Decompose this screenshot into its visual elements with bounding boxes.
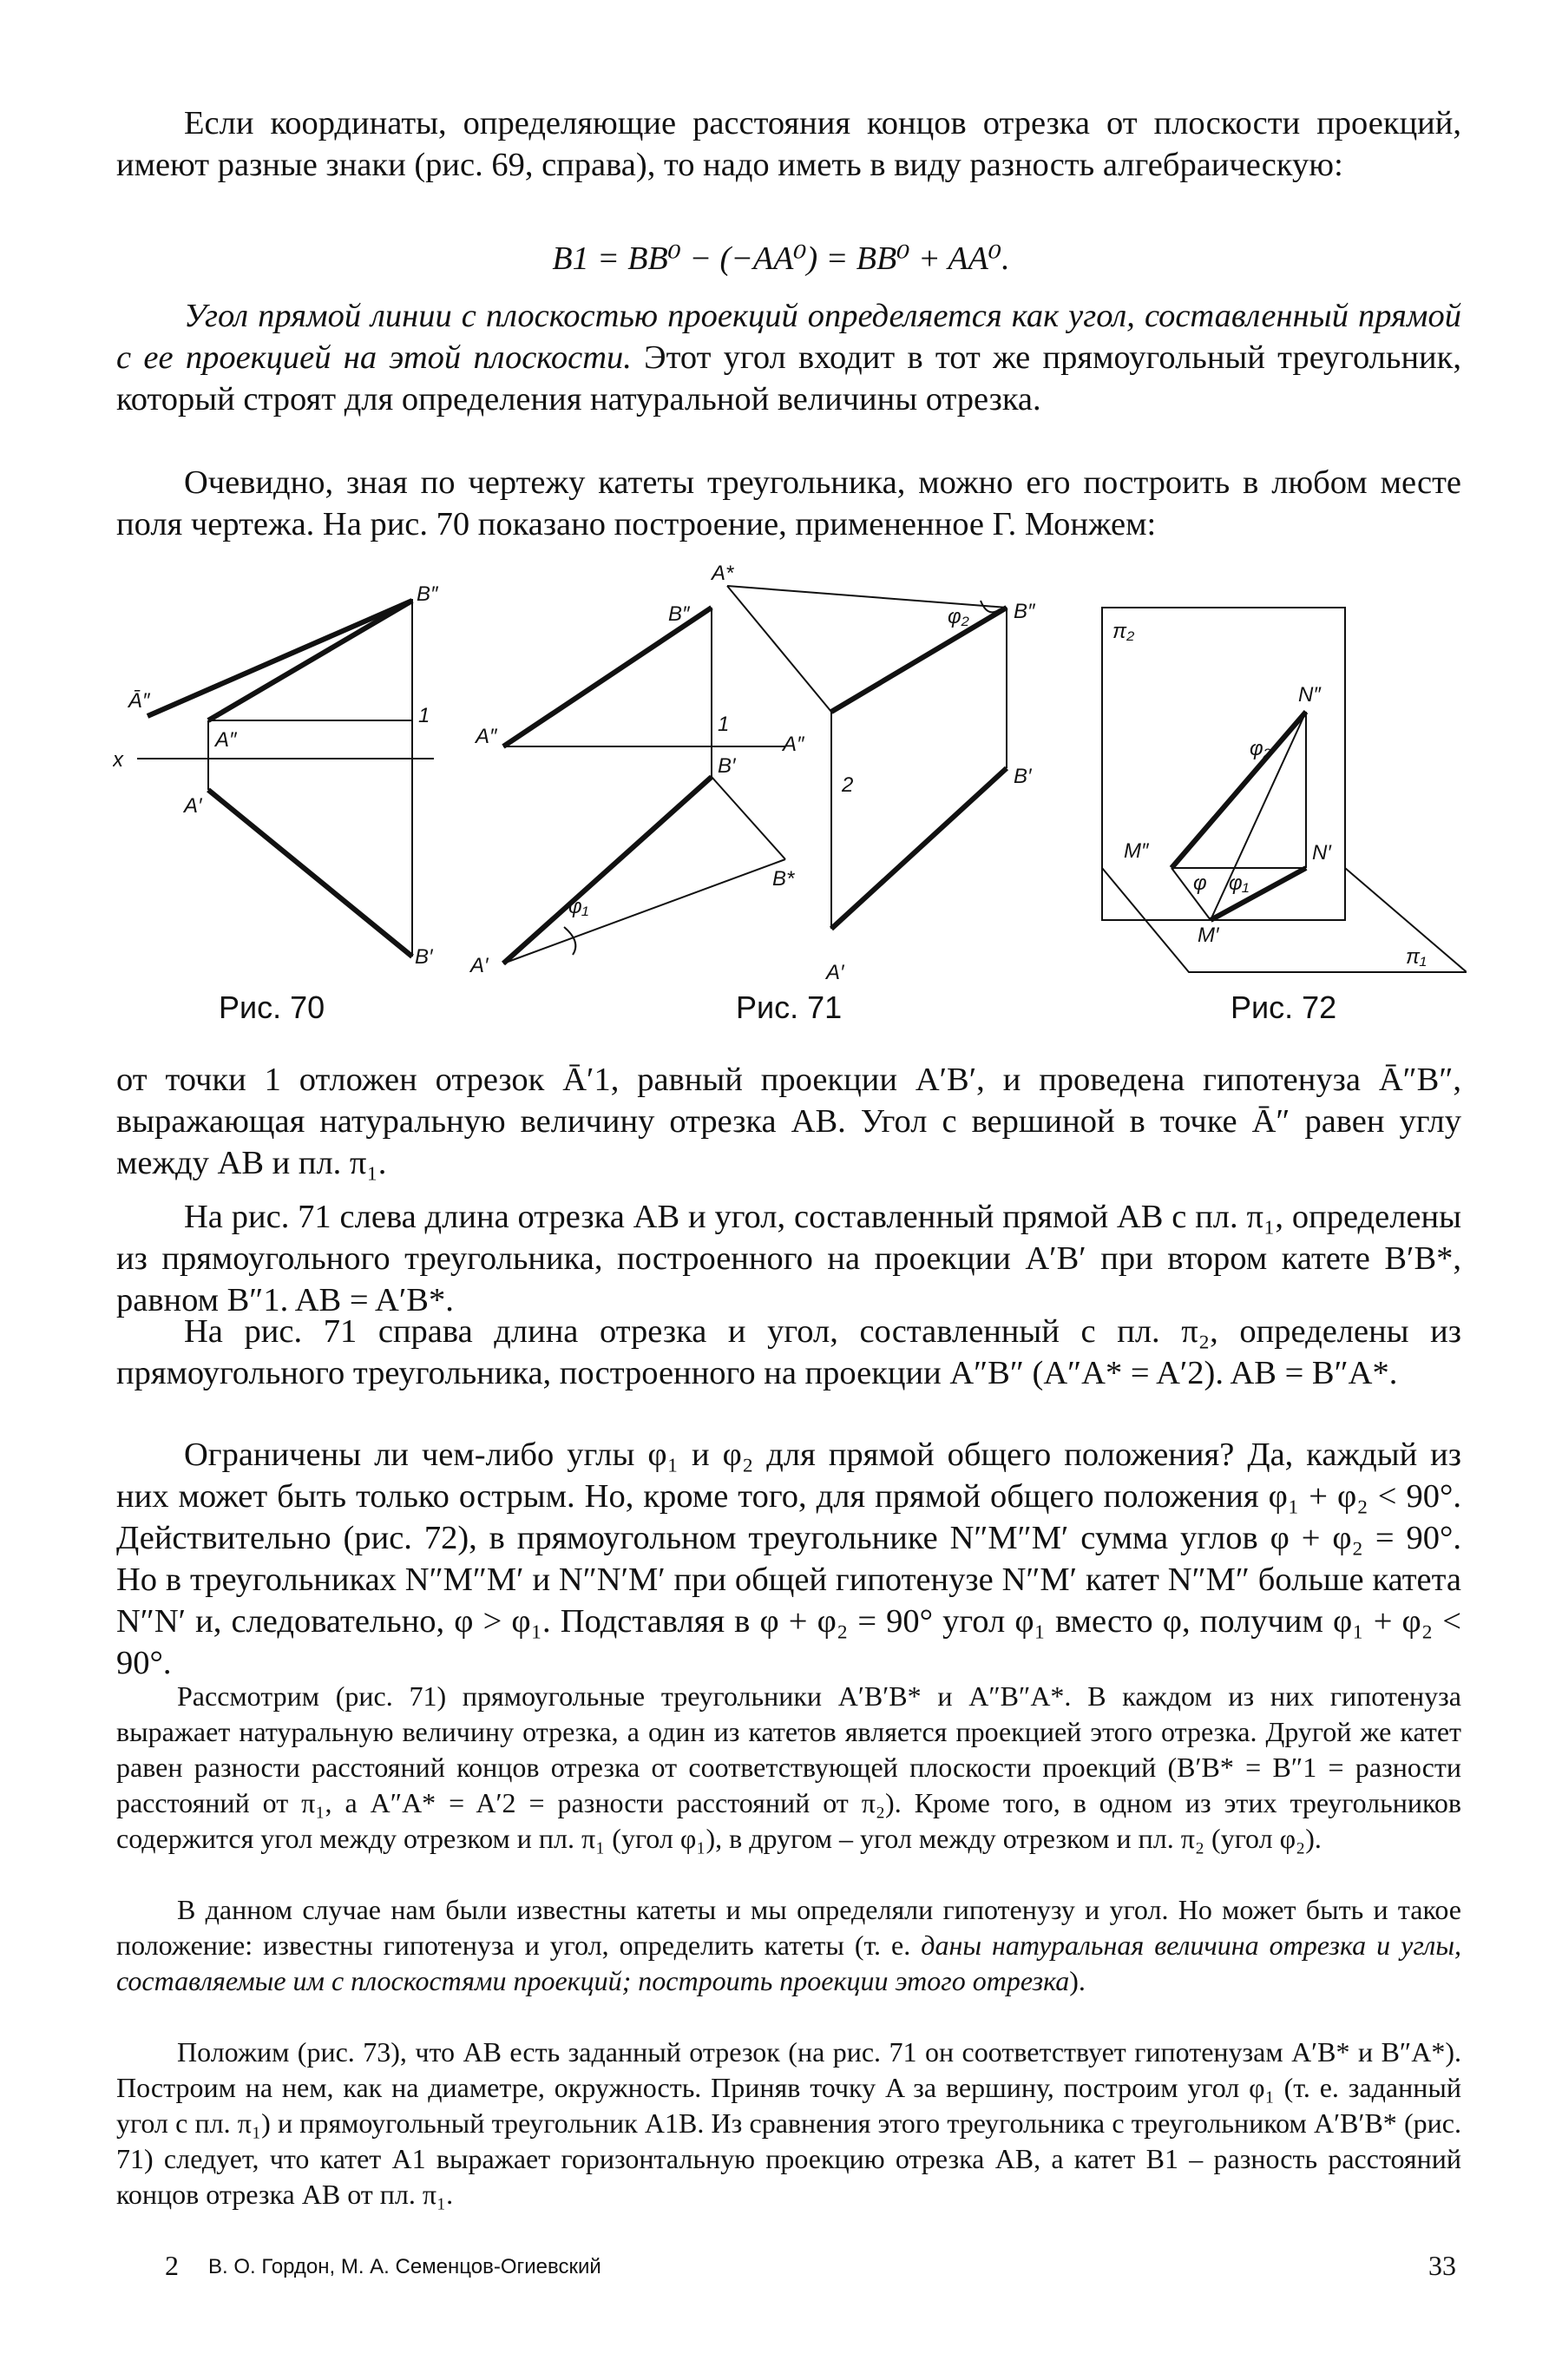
paragraph-5: На рис. 71 слева длина отрезка AB и угол, составленный прямой AB с пл. π₁, определены из прямоугольного треугольника, построенного на проекции A′B′ при втором катете B′B*, равном B″1. AB = A′B*. [116, 1199, 1461, 1318]
fig71-label-a2-right: A″ [783, 733, 804, 756]
fig72-label-m1: M′ [1198, 924, 1219, 947]
paragraph-2-italic: Угол прямой линии с плоскостью проекций определяется как угол, составленный прямой с ее проекцией на этой плоскости. [116, 298, 1461, 376]
footer-authors: В. О. Гордон, М. А. Семенцов-Огиевский [208, 2255, 601, 2278]
paragraph-10: Положим (рис. 73), что AB есть заданный отрезок (на рис. 71 он соответствует гипотенузам A′B* и B″A*). Построим на нем, как на диаметре, окружность. Приняв точку A за вершину, построим угол φ₁ (т. е. заданный угол с пл. π₁) и прямоугольный треугольник A1B. Из сравнения этого треугольника с треугольником A′B′B* (рис. 71) следует, что катет A1 выражает горизонтальную проекцию отрезка AB, а катет B1 – разность расстояний концов отрезка AB от пл. π₁. [116, 2036, 1462, 2210]
paragraph-9-a: В данном случае нам были известны катеты и мы определяли гипотенузу и угол. Но может быть и такое положение: известны гипотенуза и угол, определить катеты (т. е. [116, 1894, 1461, 1961]
fig70-label-x: x [113, 748, 123, 772]
paragraph-9-b: ). [1069, 1965, 1086, 1996]
figure-72-labels [1112, 620, 1427, 969]
paragraph-1: Если координаты, определяющие расстояния концов отрезка от плоскости проекций, имеют разные знаки (рис. 69, справа), то надо иметь в виду разность алгебраическую: [116, 105, 1461, 183]
fig72-label-pi2: π₂ [1112, 620, 1135, 643]
fig71-label-a1-left: A′ [470, 954, 489, 977]
footer-page-number: 33 [1428, 2250, 1456, 2281]
fig71-leg-left [712, 777, 785, 859]
fig71-label-b2-right: B″ [1014, 600, 1035, 623]
fig71-label-phi1: φ₁ [568, 895, 589, 918]
fig71-a2b2-right [831, 608, 1007, 712]
fig72-plane-pi2 [1102, 608, 1345, 920]
fig72-label-m2: M″ [1124, 839, 1149, 863]
fig71-a2b2-left [503, 608, 712, 746]
figures-70-72 [113, 556, 1467, 989]
paragraph-2 [116, 295, 1461, 420]
fig72-mn-top [1211, 868, 1306, 920]
figure-72 [1102, 608, 1467, 972]
fig70-top-projection [208, 790, 412, 957]
footer-sheet-number: 2 [165, 2250, 179, 2281]
fig71-label-a-star: A* [712, 562, 734, 585]
fig72-mn-front [1172, 712, 1306, 868]
fig71-label-b1-right: B′ [1014, 765, 1032, 788]
fig71-a1b1-right [831, 768, 1007, 929]
fig71-label-1: 1 [718, 713, 730, 736]
fig71-label-2: 2 [842, 773, 854, 797]
paragraph-9-italic: даны натуральная величина отрезка и углы, составляемые им с плоскостями проекций; построить проекции этого отрезка [116, 1930, 1462, 1996]
figure-70-labels [113, 582, 439, 969]
caption-fig-71: Рис. 71 [736, 989, 843, 1025]
fig72-label-n2: N″ [1298, 683, 1321, 707]
paragraph-4: от точки 1 отложен отрезок Ā′1, равный проекции A′B′, и проведена гипотенуза Ā″B″, выражающая натуральную величину отрезка AB. Угол с вершиной в точке Ā″ равен углу между AB и пл. π₁. [116, 1062, 1461, 1181]
fig71-label-phi2: φ₂ [948, 605, 969, 628]
fig70-label-a1: A′ [184, 794, 202, 818]
formula: B1 = BB⁰ − (−AA⁰) = BB⁰ + AA⁰. [552, 240, 1010, 277]
fig71-a1b1-left [503, 777, 712, 963]
fig71-label-b2-left: B″ [668, 602, 690, 626]
paragraph-8: Рассмотрим (рис. 71) прямоугольные треугольники A′B′B* и A″B″A*. В каждом из них гипотенуза выражает натуральную величину отрезка, а один из катетов является проекцией этого отрезка. Другой же катет равен разности расстояний концов отрезка от соответствующей плоскости проекций (B′B* = B″1 = разности расстояний от π₁, а A″A* = A′2 = разности расстояний от π₂). Кроме того, в одном из этих треугольников содержится угол между отрезком и пл. π₁ (угол φ₁), в другом – угол между отрезком и пл. π₂ (угол φ₂). [116, 1680, 1461, 1854]
paragraph-2-rest: Этот угол входит в тот же прямоугольный треугольник, который строят для определения натуральной величины отрезка. [116, 339, 1461, 417]
fig70-label-b1: B′ [415, 945, 433, 969]
fig71-hypotenuse-left [503, 859, 785, 963]
caption-fig-72: Рис. 72 [1231, 989, 1337, 1025]
fig70-front-projection [208, 601, 412, 720]
figure-70 [137, 599, 434, 957]
fig71-label-b1-left: B′ [718, 754, 736, 778]
fig72-label-phi1: φ₁ [1229, 871, 1250, 895]
fig72-label-pi1: π₁ [1406, 945, 1427, 969]
fig72-label-n1: N′ [1312, 841, 1331, 865]
fig70-hypotenuse [148, 601, 412, 716]
fig71-label-a2-left: A″ [476, 725, 497, 748]
caption-fig-70: Рис. 70 [219, 989, 325, 1025]
paragraph-3: Очевидно, зная по чертежу катеты треугольника, можно его построить в любом месте поля чертежа. На рис. 70 показано построение, примененное Г. Монжем: [116, 464, 1461, 542]
fig71-label-a1-right: A′ [826, 961, 844, 984]
fig72-label-phi: φ [1193, 871, 1207, 895]
fig71-a-star-leg [727, 586, 831, 712]
fig70-label-b2: B″ [417, 582, 438, 606]
fig70-label-a-bar: Ā″ [128, 689, 150, 713]
fig70-label-1: 1 [418, 704, 430, 727]
fig70-label-a2: A″ [215, 728, 237, 752]
paragraph-7: Ограничены ли чем-либо углы φ₁ и φ₂ для прямой общего положения? Да, каждый из них может быть только острым. Но, кроме того, для прямой общего положения φ₁ + φ₂ < 90°. Действительно (рис. 72), в прямоугольном треугольнике N″M″M′ сумма углов φ + φ₂ = 90°. Но в треугольниках N″M″M′ и N″N′M′ при общей гипотенузе N″M′ катет N″M″ больше катета N″N′ и, следовательно, φ > φ₁. Подставляя в φ + φ₂ = 90° угол φ₁ вместо φ, получим φ₁ + φ₂ < 90°. [116, 1437, 1461, 1681]
paragraph-9 [116, 1892, 1461, 1999]
paragraph-6: На рис. 71 справа длина отрезка и угол, составленный с пл. π₂, определены из прямоугольного треугольника, построенного на проекции A″B″ (A″A* = A′2). AB = B″A*. [116, 1313, 1461, 1391]
fig71-label-b-star: B* [772, 867, 795, 891]
fig72-label-phi2: φ₂ [1250, 737, 1271, 760]
